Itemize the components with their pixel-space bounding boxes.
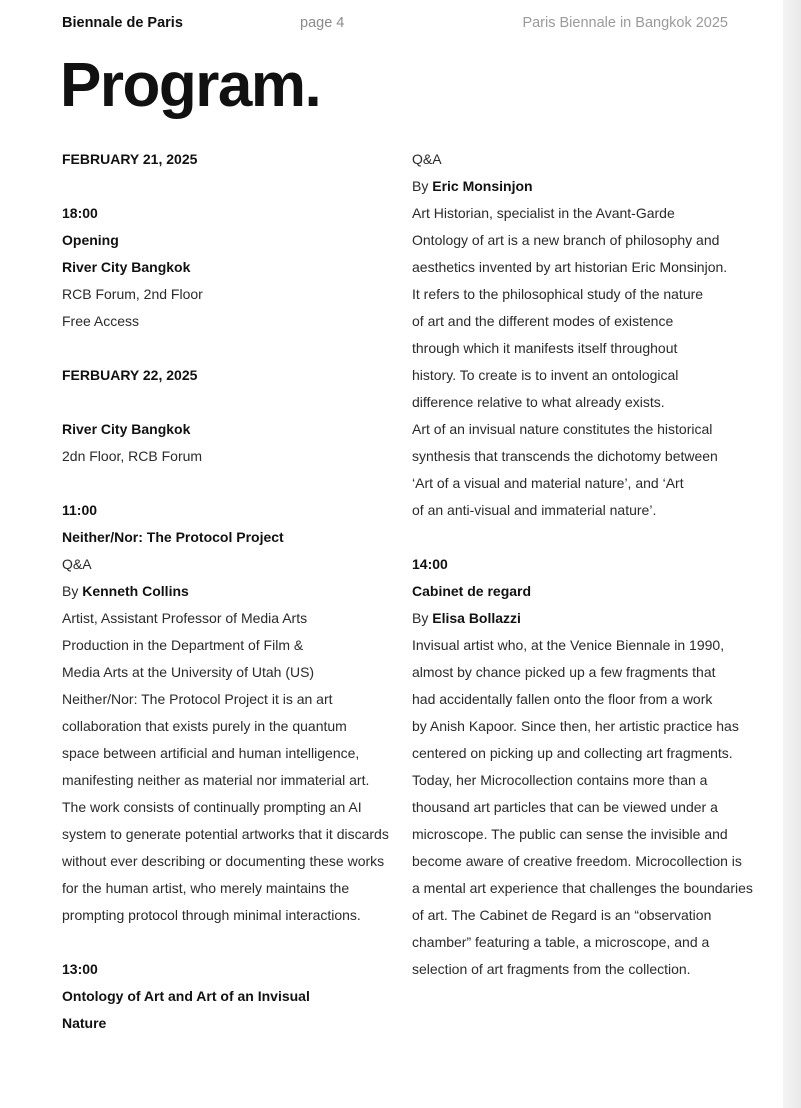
speaker-name: Elisa Bollazzi (432, 610, 521, 626)
by-label: By (412, 610, 433, 626)
description-line: ‘Art of a visual and material nature’, and ‘Art (412, 475, 684, 491)
access-note: Free Access (62, 313, 140, 329)
description-line: had accidentally fallen onto the floor from a work (412, 691, 713, 707)
description-line: Neither/Nor: The Protocol Project it is an art (62, 691, 333, 707)
speaker-line (412, 605, 757, 632)
session-title-continued: Nature (62, 1015, 107, 1031)
date-heading: FEBRUARY 21, 2025 (62, 151, 198, 167)
description-line: centered on picking up and collecting art fragments. (412, 745, 733, 761)
description-line: selection of art fragments from the collection. (412, 961, 691, 977)
description-line: Today, her Microcollection contains more than a (412, 772, 708, 788)
venue-room: 2dn Floor, RCB Forum (62, 448, 203, 464)
description-line: for the human artist, who merely maintains the (62, 880, 350, 896)
left-column (62, 146, 397, 1037)
speaker-name: Eric Monsinjon (432, 178, 533, 194)
description-line: history. To create is to invent an ontological (412, 367, 679, 383)
description-line: thousand art particles that can be viewed under a (412, 799, 718, 815)
date-heading: FERBUARY 22, 2025 (62, 367, 198, 383)
session-time: 18:00 (62, 205, 98, 221)
description-line: microscope. The public can sense the invisible and (412, 826, 728, 842)
speaker-bio-line: Art Historian, specialist in the Avant-Garde (412, 205, 675, 221)
description-line: of art. The Cabinet de Regard is an “observation (412, 907, 712, 923)
session-time: 13:00 (62, 961, 98, 977)
description-line: by Anish Kapoor. Since then, her artistic practice has (412, 718, 739, 734)
description-line: of art and the different modes of existence (412, 313, 674, 329)
speaker-bio-line: Media Arts at the University of Utah (US) (62, 664, 315, 680)
session-title: Neither/Nor: The Protocol Project (62, 529, 284, 545)
session-format: Q&A (62, 556, 92, 572)
session-format: Q&A (412, 151, 442, 167)
session-title: Opening (62, 232, 119, 248)
description-line: a mental art experience that challenges the boundaries (412, 880, 753, 896)
by-label: By (412, 178, 433, 194)
speaker-name: Kenneth Collins (82, 583, 189, 599)
page-header (62, 15, 742, 35)
description-line: manifesting neither as material nor immaterial art. (62, 772, 370, 788)
venue-name: River City Bangkok (62, 259, 191, 275)
speaker-line (62, 578, 397, 605)
header-publication-name: Biennale de Paris (62, 15, 183, 31)
description-line: system to generate potential artworks that it discards (62, 826, 389, 842)
speaker-line (412, 173, 757, 200)
description-line: through which it manifests itself throughout (412, 340, 678, 356)
description-line: synthesis that transcends the dichotomy between (412, 448, 718, 464)
header-page-number: page 4 (300, 15, 345, 31)
description-line: The work consists of continually prompting an AI (62, 799, 362, 815)
page-edge-shadow (783, 0, 801, 1108)
session-time: 14:00 (412, 556, 448, 572)
description-line: chamber” featuring a table, a microscope, and a (412, 934, 710, 950)
description-line: prompting protocol through minimal interactions. (62, 907, 361, 923)
description-line: It refers to the philosophical study of the nature (412, 286, 704, 302)
page-title: Program. (60, 51, 321, 120)
speaker-bio-line: Artist, Assistant Professor of Media Arts (62, 610, 308, 626)
description-line: without ever describing or documenting these works (62, 853, 385, 869)
description-line: difference relative to what already exists. (412, 394, 665, 410)
description-line: almost by chance picked up a few fragments that (412, 664, 716, 680)
description-line: Invisual artist who, at the Venice Biennale in 1990, (412, 637, 725, 653)
session-title: Ontology of Art and Art of an Invisual (62, 988, 310, 1004)
description-line: become aware of creative freedom. Microcollection is (412, 853, 742, 869)
venue-room: RCB Forum, 2nd Floor (62, 286, 203, 302)
description-line: Ontology of art is a new branch of philosophy and (412, 232, 720, 248)
description-line: aesthetics invented by art historian Eric Monsinjon. (412, 259, 728, 275)
description-line: collaboration that exists purely in the quantum (62, 718, 347, 734)
right-column (412, 146, 757, 983)
session-title: Cabinet de regard (412, 583, 532, 599)
description-line: of an anti-visual and immaterial nature’. (412, 502, 657, 518)
by-label: By (62, 583, 83, 599)
speaker-bio-line: Production in the Department of Film & (62, 637, 304, 653)
venue-name: River City Bangkok (62, 421, 191, 437)
description-line: space between artificial and human intelligence, (62, 745, 360, 761)
header-event-name: Paris Biennale in Bangkok 2025 (522, 15, 728, 31)
session-time: 11:00 (62, 502, 98, 518)
description-line: Art of an invisual nature constitutes the historical (412, 421, 713, 437)
